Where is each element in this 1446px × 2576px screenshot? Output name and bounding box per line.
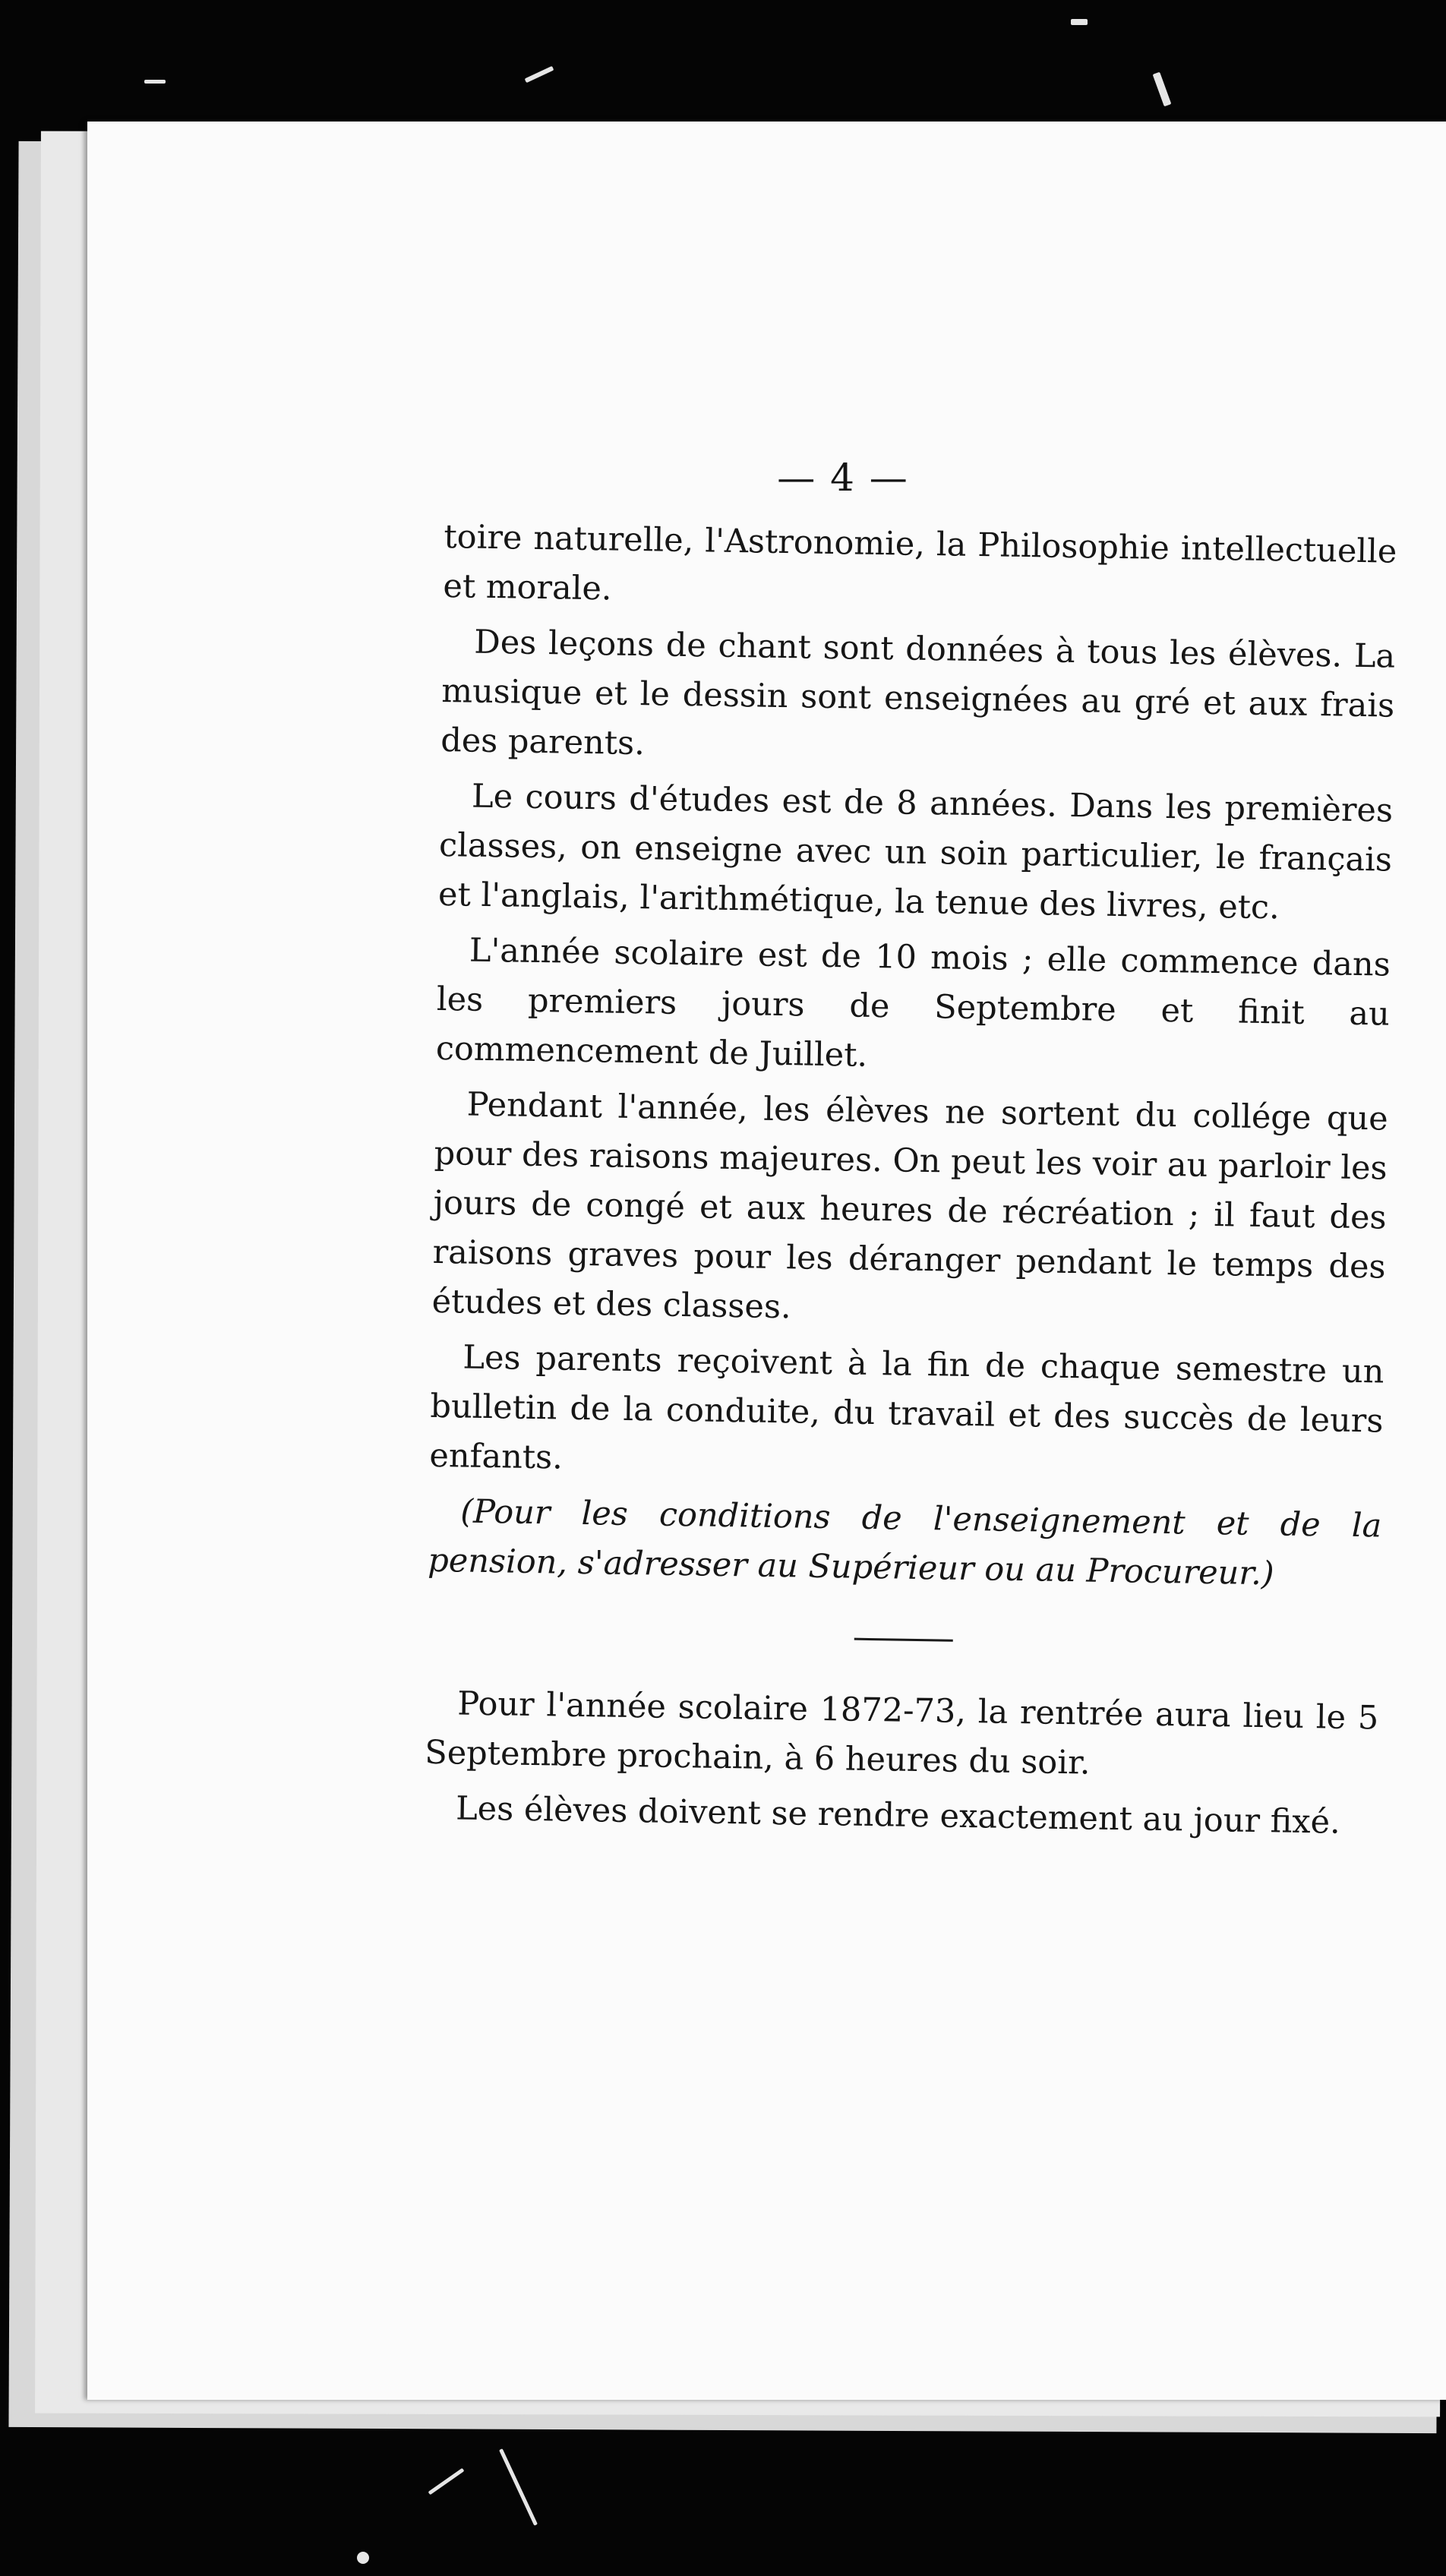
scan-speck [357, 2552, 369, 2564]
scan-speck [144, 80, 166, 84]
paragraph: toire naturelle, l'Astronomie, la Philosophie intellectuelle et morale. [443, 517, 1397, 608]
scan-speck [525, 66, 554, 83]
paragraph: L'année scolaire est de 10 mois ; elle commence dans les premiers jours de Septembre et finit au commencement de Juillet. [435, 931, 1391, 1075]
paragraph: Le cours d'études est de 8 années. Dans les premières classes, on enseigne avec un soin particulier, le français et l'anglais, l'arithmétique, la tenue des livres, etc. [437, 777, 1394, 927]
document-page [87, 122, 1446, 2400]
scan-speck [1071, 19, 1088, 25]
page-body [424, 513, 1397, 1854]
paragraph: Les parents reçoivent à la fin de chaque semestre un bulletin de la conduite, du travail et des succès de leurs enfants. [429, 1338, 1384, 1477]
section-divider [854, 1638, 952, 1642]
notice-paragraph: Les élèves doivent se rendre exactement au jour fixé. [455, 1789, 1341, 1842]
scan-speck [1153, 72, 1172, 107]
scan-speck [499, 2448, 538, 2526]
paragraph: Des leçons de chant sont données à tous les élèves. La musique et le dessin sont enseignées au gré et aux frais des parents. [440, 623, 1396, 763]
scan-speck [428, 2468, 465, 2496]
rentree-notice [424, 1679, 1379, 1848]
notice-paragraph: Pour l'année scolaire 1872-73, la rentrée aura lieu le 5 Septembre prochain, à 6 heures du soir. [424, 1684, 1379, 1782]
paragraph-italic-note: (Pour les conditions de l'enseignement et de la pension, s'adresser au Supérieur ou au Procureur.) [427, 1492, 1382, 1593]
page-number: — 4 — [777, 456, 909, 500]
paragraph: Pendant l'année, les élèves ne sortent du collége que pour des raisons majeures. On peut les voir au parloir les jours de congé et aux heures de récréation ; il faut des raisons graves pour les déranger pendant le temps des études et des classes. [431, 1085, 1389, 1327]
